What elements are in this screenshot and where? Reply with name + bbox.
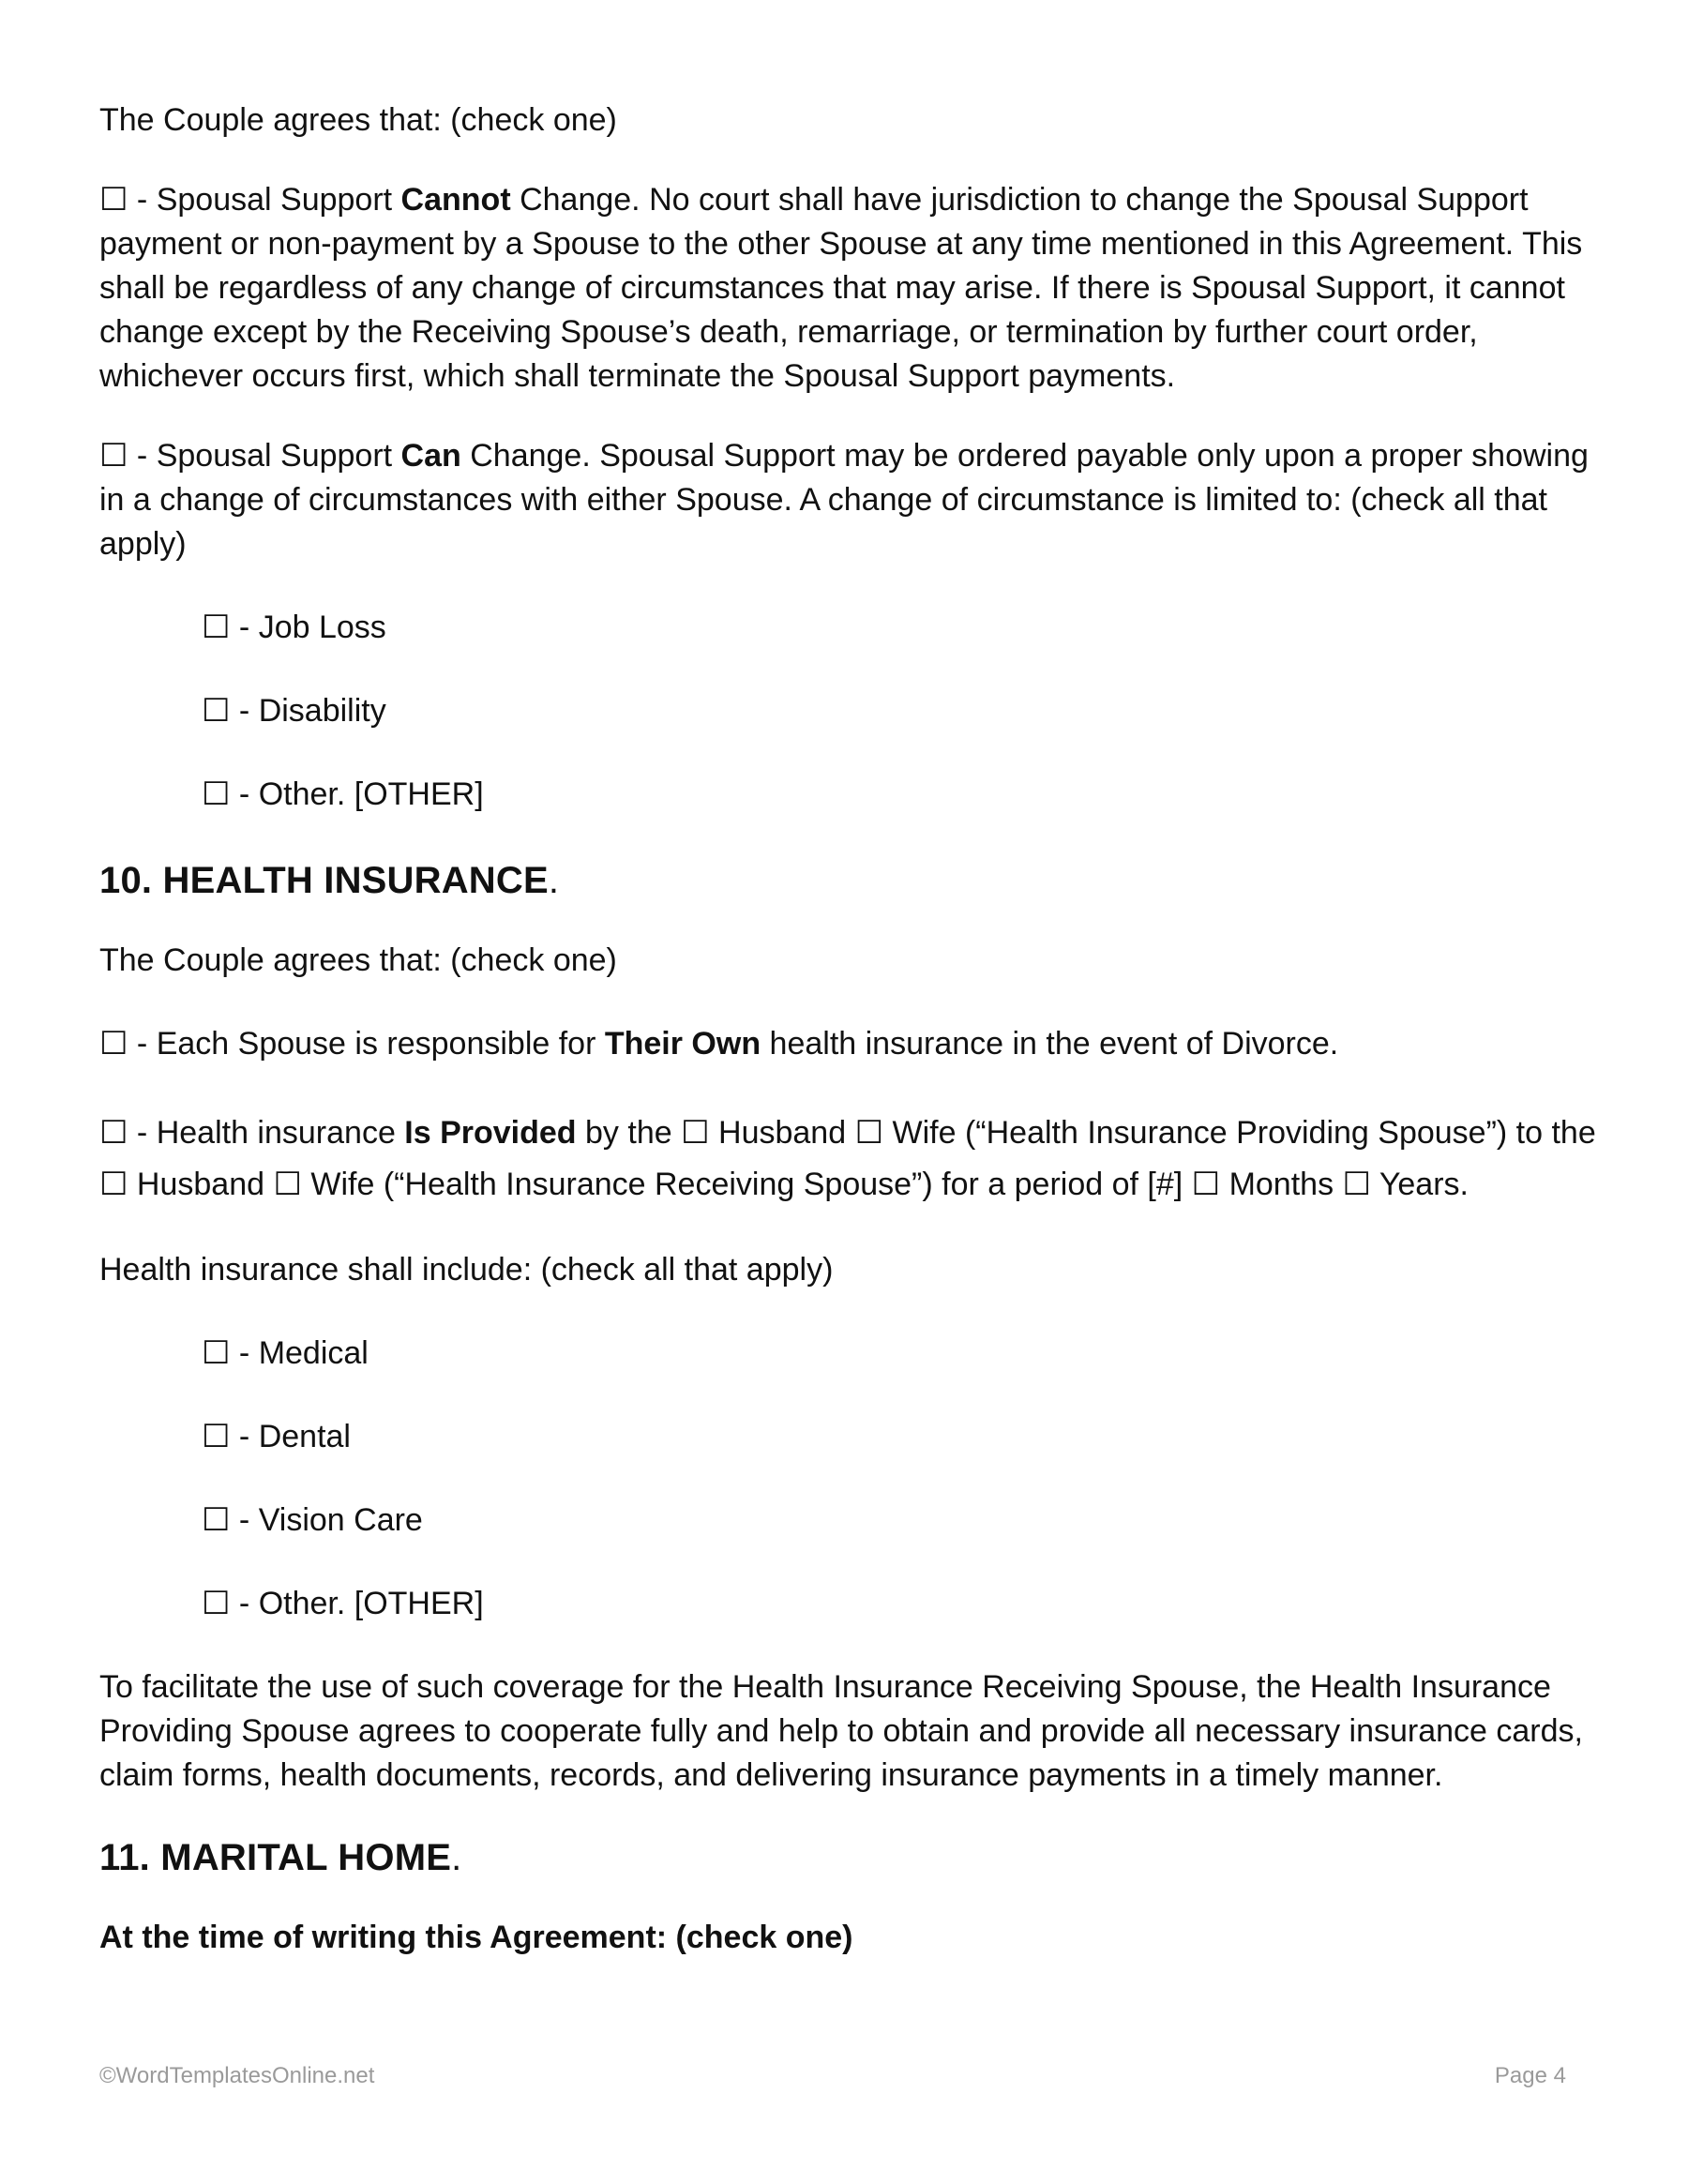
- own-bold: Their Own: [604, 1026, 761, 1062]
- circumstance-item: [202, 773, 1600, 817]
- circumstance-label: - Other. [OTHER]: [230, 776, 484, 812]
- circumstance-label: - Job Loss: [230, 610, 386, 645]
- provided-bold: Is Provided: [404, 1115, 577, 1151]
- checkbox-other-coverage[interactable]: ☐: [202, 1586, 231, 1621]
- section-10-agree-text: The Couple agrees that: (check one): [99, 942, 617, 978]
- include-label: Health insurance shall include: (check all that apply): [99, 1252, 834, 1288]
- provided-mid6: Months: [1220, 1167, 1343, 1202]
- circumstance-item: [202, 606, 1600, 650]
- section-10-title: 10. HEALTH INSURANCE: [99, 860, 549, 901]
- checkbox-months[interactable]: ☐: [1191, 1167, 1221, 1202]
- footer-page-number: Page 4: [1494, 2063, 1566, 2088]
- option-insurance-provided: [99, 1107, 1600, 1211]
- provided-mid3: Wife (“Health Insurance Providing Spouse”) to the: [883, 1115, 1596, 1151]
- section-10-dot: .: [548, 860, 560, 901]
- provided-mid7: Years.: [1371, 1167, 1469, 1202]
- own-post: health insurance in the event of Divorce.: [761, 1026, 1339, 1062]
- checkbox-receiving-wife[interactable]: ☐: [273, 1167, 302, 1202]
- coverage-label: - Dental: [230, 1419, 351, 1454]
- checkbox-other-circumstance[interactable]: ☐: [202, 776, 231, 812]
- section-11-heading: [99, 1833, 1600, 1882]
- option-support-can-change: [99, 434, 1600, 566]
- checkbox-own-insurance[interactable]: ☐: [99, 1026, 128, 1062]
- checkbox-insurance-provided[interactable]: ☐: [99, 1115, 128, 1151]
- coverage-item: [202, 1582, 1600, 1626]
- circumstance-label: - Disability: [230, 693, 386, 729]
- page-content: [99, 98, 1600, 1960]
- section-11-subheading: At the time of writing this Agreement: (check one): [99, 1920, 853, 1955]
- coverage-item: [202, 1332, 1600, 1376]
- circumstance-item: [202, 689, 1600, 733]
- checkbox-medical[interactable]: ☐: [202, 1335, 231, 1371]
- footer-copyright[interactable]: ©WordTemplatesOnline.net: [99, 2063, 375, 2088]
- coverage-label: - Medical: [230, 1335, 369, 1371]
- provided-mid2: Husband: [709, 1115, 855, 1151]
- section-10-heading: [99, 856, 1600, 905]
- support-cannot-pre: - Spousal Support: [128, 182, 401, 218]
- support-cannot-bold: Cannot: [400, 182, 511, 218]
- coverage-item: [202, 1415, 1600, 1459]
- checkbox-providing-wife[interactable]: ☐: [854, 1115, 884, 1151]
- coverage-label: - Vision Care: [230, 1502, 423, 1538]
- checkbox-support-cannot[interactable]: ☐: [99, 182, 128, 218]
- provided-mid4: Husband: [128, 1167, 274, 1202]
- provided-mid5: Wife (“Health Insurance Receiving Spouse”) for a period of [#]: [301, 1167, 1192, 1202]
- option-own-insurance: [99, 1022, 1600, 1066]
- coverage-label: - Other. [OTHER]: [230, 1586, 484, 1621]
- section-11-dot: .: [451, 1837, 462, 1878]
- support-cannot-post: Change. No court shall have jurisdiction to change the Spousal Support payment or non-payment by a Spouse to the other Spouse at any time mentioned in this Agreement. This shall be regardless of any change of circumstances that may arise. If there is Spousal Support, it cannot change except by the Receiving Spouse’s death, remarriage, or termination by further court order, whichever occurs first, which shall terminate the Spousal Support payments.: [99, 182, 1583, 394]
- support-can-post: Change. Spousal Support may be ordered payable only upon a proper showing in a change of circumstances with either Spouse. A change of circumstance is limited to: (check all that apply): [99, 438, 1589, 562]
- support-can-bold: Can: [400, 438, 461, 474]
- provided-pre: - Health insurance: [128, 1115, 405, 1151]
- checkbox-receiving-husband[interactable]: ☐: [99, 1167, 128, 1202]
- section-11-title: 11. MARITAL HOME: [99, 1837, 452, 1878]
- coverage-item: [202, 1499, 1600, 1543]
- checkbox-years[interactable]: ☐: [1342, 1167, 1371, 1202]
- couple-agrees-text: The Couple agrees that: (check one): [99, 102, 617, 138]
- checkbox-dental[interactable]: ☐: [202, 1419, 231, 1454]
- checkbox-vision[interactable]: ☐: [202, 1502, 231, 1538]
- option-support-cannot-change: [99, 178, 1600, 399]
- checkbox-support-can[interactable]: ☐: [99, 438, 128, 474]
- checkbox-disability[interactable]: ☐: [202, 693, 231, 729]
- provided-mid1: by the: [576, 1115, 682, 1151]
- checkbox-job-loss[interactable]: ☐: [202, 610, 231, 645]
- own-pre: - Each Spouse is responsible for: [128, 1026, 605, 1062]
- support-can-pre: - Spousal Support: [128, 438, 401, 474]
- checkbox-providing-husband[interactable]: ☐: [681, 1115, 710, 1151]
- page-footer: [99, 2063, 1566, 2089]
- facilitate-paragraph: To facilitate the use of such coverage for the Health Insurance Receiving Spouse, the Health Insurance Providing Spouse agrees to cooperate fully and help to obtain and provide all necessary insurance cards, claim forms, health documents, records, and delivering insurance payments in a timely manner.: [99, 1669, 1583, 1793]
